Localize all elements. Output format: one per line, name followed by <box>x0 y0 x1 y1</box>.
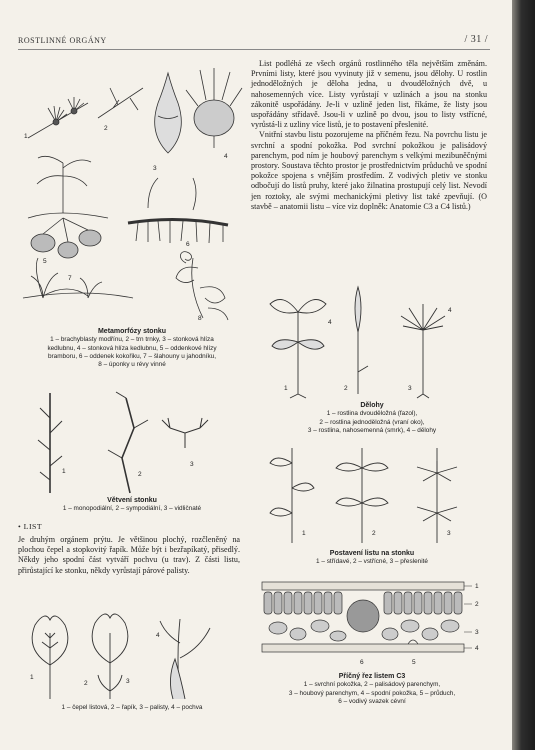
fig-label: 4 <box>448 307 452 314</box>
caption-title: Příčný řez listem C3 <box>338 673 406 680</box>
leaf-intro-text: Je druhým orgánem prýtu. Je většinou plochý, rozčleněný na plochou čepel a stopkovitý řapík. Může být i bezřapíkatý, přisedlý. Někdy jeho spodní část vytváří pochvu (u trav). Z části listu, přirůstající ke stonku, někdy vyrůstají párové palisty. <box>18 535 240 575</box>
caption-stem-metamorphoses <box>18 328 246 369</box>
figure-cotyledons <box>258 282 486 400</box>
fig-label: 3 <box>153 165 157 172</box>
fig-label: 5 <box>412 659 416 666</box>
caption-stem-branching <box>18 497 246 514</box>
caption-line: 2 – rostlina jednoděložná (vraní oko), <box>319 418 425 426</box>
paragraph: Vnitřní stavbu listu pozorujeme na příčném řezu. Na povrchu listu je svrchní a spodní pokožka. Pod svrchní pokožkou je palisádový parenchym, pod ním je houbový parenchym s velkými mezibuněčnými prostory. Soustava těchto prostor je prostřednictvím průduchů ve spodní pokožce spojena s vnějším prostředím. Z vodivých pletiv ve stonku odbočují do listů pruhy, které jako žilnatina prostupují celý list. Nevodí jen roztoky, ale svými mechanickými pletivy list také zpevňují. (O stavbě – anatomii listu – více viz doplněk: Anatomie C3 a C4 listů.) <box>251 130 487 211</box>
caption-line: bramboru, 6 – oddenek kokořiku, 7 – šlahouny u jahodníku, <box>47 352 217 360</box>
figure-stem-metamorphoses <box>18 58 243 326</box>
caption-title: Větvení stonku <box>107 497 157 504</box>
stem-metamorphoses-illustration <box>18 58 243 326</box>
running-title: ROSTLINNÉ ORGÁNY <box>18 36 107 45</box>
fig-label: 3 <box>408 385 412 392</box>
caption-line: 6 – vodivý svazek cévní <box>338 697 406 705</box>
fig-label: 5 <box>43 258 47 265</box>
fig-label: 3 <box>190 461 194 468</box>
fig-label: 4 <box>475 645 479 652</box>
page-number: / 31 / <box>464 34 488 45</box>
fig-label: 7 <box>68 275 72 282</box>
fig-label: 2 <box>344 385 348 392</box>
fig-label: 3 <box>475 629 479 636</box>
fig-label: 4 <box>328 319 332 326</box>
right-column-text <box>251 59 487 212</box>
fig-label: 8 <box>198 315 202 322</box>
caption-line: 1 – čepel listová, 2 – řapík, 3 – palisty, 4 – pochva <box>61 704 203 711</box>
caption-line: 1 – monopodiální, 2 – sympodiální, 3 – vidličnaté <box>62 505 202 513</box>
fig-label: 1 <box>284 385 288 392</box>
paragraph: List podléhá ze všech orgánů rostlinného těla největším změnám. Prvními listy, které jsou vyvinuty již v semenu, jsou dělohy. U rostlin jednoděložných je děloha jedna, u dvouděložných dvě, u nahosemenných více. Listy vyrůstají v uzlinách a jsou na stonku zákonitě uspořádány. Je-li v uzlině jeden list, říkáme, že listy jsou uspořádány střídavě. Jsou-li v uzlině po dvou, jsou to listy vstřícné, vyrůstá-li z uzliny více listů, je to postavení přeslenité. <box>251 59 487 130</box>
leaf-cross-section-illustration <box>258 576 488 670</box>
fig-label: 4 <box>156 632 160 639</box>
cotyledons-illustration <box>258 282 486 400</box>
fig-label: 2 <box>475 601 479 608</box>
caption-title: Postavení listu na stonku <box>329 550 415 557</box>
header-rule <box>18 49 490 50</box>
caption-line: 1 – brachyblasty modřínu, 2 – trn trnky, 3 – stonková hlíza <box>50 336 214 344</box>
caption-line: 3 – houbový parenchym, 4 – spodní pokožka, 5 – průduch, <box>288 689 456 697</box>
fig-label: 1 <box>475 583 479 590</box>
fig-label: 1 <box>30 674 34 681</box>
caption-line: 1 – střídavé, 2 – vstřícné, 3 – přeslenité <box>316 558 428 566</box>
caption-line: kedlubnu, 4 – stonková hlíza kedlubnu, 5 – oddenkové hlízy <box>47 344 217 352</box>
figure-leaf-arrangement <box>262 443 484 545</box>
caption-line: 3 – rostlina, nahosemenná (smrk), 4 – dělohy <box>307 426 437 434</box>
caption-title: Dělohy <box>360 402 384 409</box>
fig-label: 6 <box>360 659 364 666</box>
fig-label: 3 <box>447 530 451 537</box>
fig-label: 3 <box>126 678 130 685</box>
fig-label: 6 <box>186 241 190 248</box>
caption-title: Metamorfózy stonku <box>97 328 167 335</box>
caption-leaf-arrangement <box>258 550 486 567</box>
fig-label: 4 <box>224 153 228 160</box>
stem-branching-illustration <box>30 388 230 496</box>
figure-leaf-cross-section <box>258 576 488 670</box>
leaf-arrangement-illustration <box>262 443 484 545</box>
figure-stem-branching <box>30 388 230 496</box>
fig-label: 1 <box>62 468 66 475</box>
book-binding-edge <box>512 0 535 750</box>
fig-label: 1 <box>24 133 28 140</box>
caption-leaf-cross-section <box>258 673 486 706</box>
page-header <box>18 34 488 48</box>
fig-label: 2 <box>138 471 142 478</box>
caption-cotyledons <box>258 402 486 435</box>
fig-label: 2 <box>104 125 108 132</box>
fig-label: 2 <box>372 530 376 537</box>
caption-leaf-parts <box>18 704 246 712</box>
fig-label: 1 <box>302 530 306 537</box>
figure-leaf-parts <box>20 603 242 703</box>
fig-label: 2 <box>84 680 88 687</box>
caption-line: 8 – úponky u révy vinné <box>98 361 166 369</box>
caption-line: 1 – rostlina dvouděložná (fazol), <box>326 410 418 418</box>
caption-line: 1 – svrchní pokožka, 2 – palisádový parenchym, <box>303 681 441 689</box>
leaf-parts-illustration <box>20 603 242 703</box>
section-heading: • LIST <box>18 522 43 531</box>
